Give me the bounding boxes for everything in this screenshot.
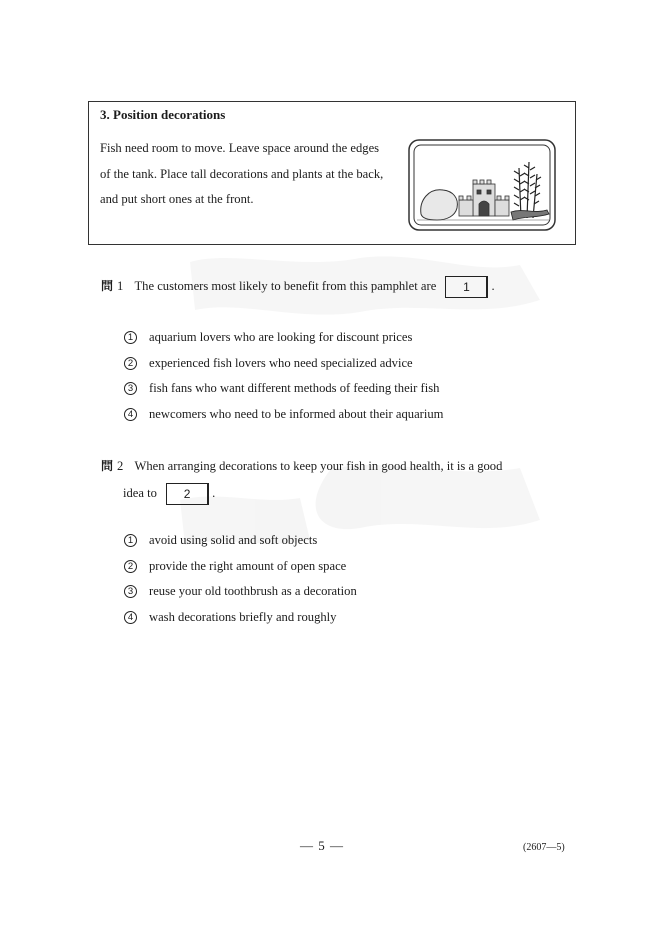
castle-icon bbox=[459, 180, 509, 216]
choice-text: experienced fish lovers who need specialized advice bbox=[149, 355, 413, 370]
question-stem: The customers most likely to benefit from this pamphlet are bbox=[134, 279, 437, 293]
plant-icon bbox=[514, 162, 541, 218]
choice-number: 2 bbox=[124, 560, 137, 573]
choice-number: 3 bbox=[124, 585, 137, 598]
driftwood-icon bbox=[511, 210, 549, 220]
aquarium-tank-illustration bbox=[407, 138, 557, 232]
question-2-line-2: idea to 2 . bbox=[101, 481, 581, 506]
instruction-box bbox=[88, 101, 576, 245]
question-number: 2 bbox=[117, 459, 124, 473]
choice-item[interactable] bbox=[124, 528, 357, 554]
question-mark: 問 bbox=[101, 279, 114, 293]
choice-number: 3 bbox=[124, 382, 137, 395]
question-2 bbox=[101, 454, 581, 506]
choice-number: 1 bbox=[124, 534, 137, 547]
answer-box-2[interactable]: 2 bbox=[166, 483, 209, 505]
choice-item[interactable] bbox=[124, 605, 357, 631]
choice-item[interactable] bbox=[124, 579, 357, 605]
question-1: 問 1 The customers most likely to benefit from this pamphlet are 1 . bbox=[101, 274, 581, 299]
page-number: — 5 — bbox=[300, 838, 344, 853]
choice-text: avoid using solid and soft objects bbox=[149, 533, 318, 548]
choice-number: 2 bbox=[124, 357, 137, 370]
choice-item[interactable] bbox=[124, 351, 443, 377]
choice-text: newcomers who need to be informed about their aquarium bbox=[149, 406, 444, 421]
question-stem-line-2: idea to bbox=[123, 486, 157, 500]
choice-number: 4 bbox=[124, 611, 137, 624]
question-number: 1 bbox=[117, 279, 124, 293]
choice-text: aquarium lovers who are looking for discount prices bbox=[149, 330, 413, 345]
choice-number: 4 bbox=[124, 408, 137, 421]
choice-item[interactable] bbox=[124, 376, 443, 402]
choice-text: provide the right amount of open space bbox=[149, 558, 347, 573]
question-stem-line-1: When arranging decorations to keep your fish in good health, it is a good bbox=[134, 459, 503, 473]
section-text: Fish need room to move. Leave space around the edges of the tank. Place tall decorations and plants at the back, and put short ones at the front. bbox=[100, 141, 384, 206]
choice-text: reuse your old toothbrush as a decoration bbox=[149, 584, 357, 599]
document-code: (2607—5) bbox=[523, 842, 565, 853]
question-2-line-1 bbox=[101, 454, 581, 479]
choice-item[interactable] bbox=[124, 402, 443, 428]
choice-text: wash decorations briefly and roughly bbox=[149, 609, 337, 624]
choice-number: 1 bbox=[124, 331, 137, 344]
section-title: 3. Position decorations bbox=[100, 107, 226, 122]
choice-item[interactable] bbox=[124, 325, 443, 351]
answer-box-1[interactable]: 1 bbox=[445, 276, 488, 298]
question-mark: 問 bbox=[101, 459, 114, 473]
question-2-choices bbox=[124, 528, 357, 630]
question-1-choices bbox=[124, 325, 443, 427]
choice-text: fish fans who want different methods of feeding their fish bbox=[149, 381, 440, 396]
choice-item[interactable] bbox=[124, 554, 357, 580]
rock-icon bbox=[421, 190, 458, 220]
